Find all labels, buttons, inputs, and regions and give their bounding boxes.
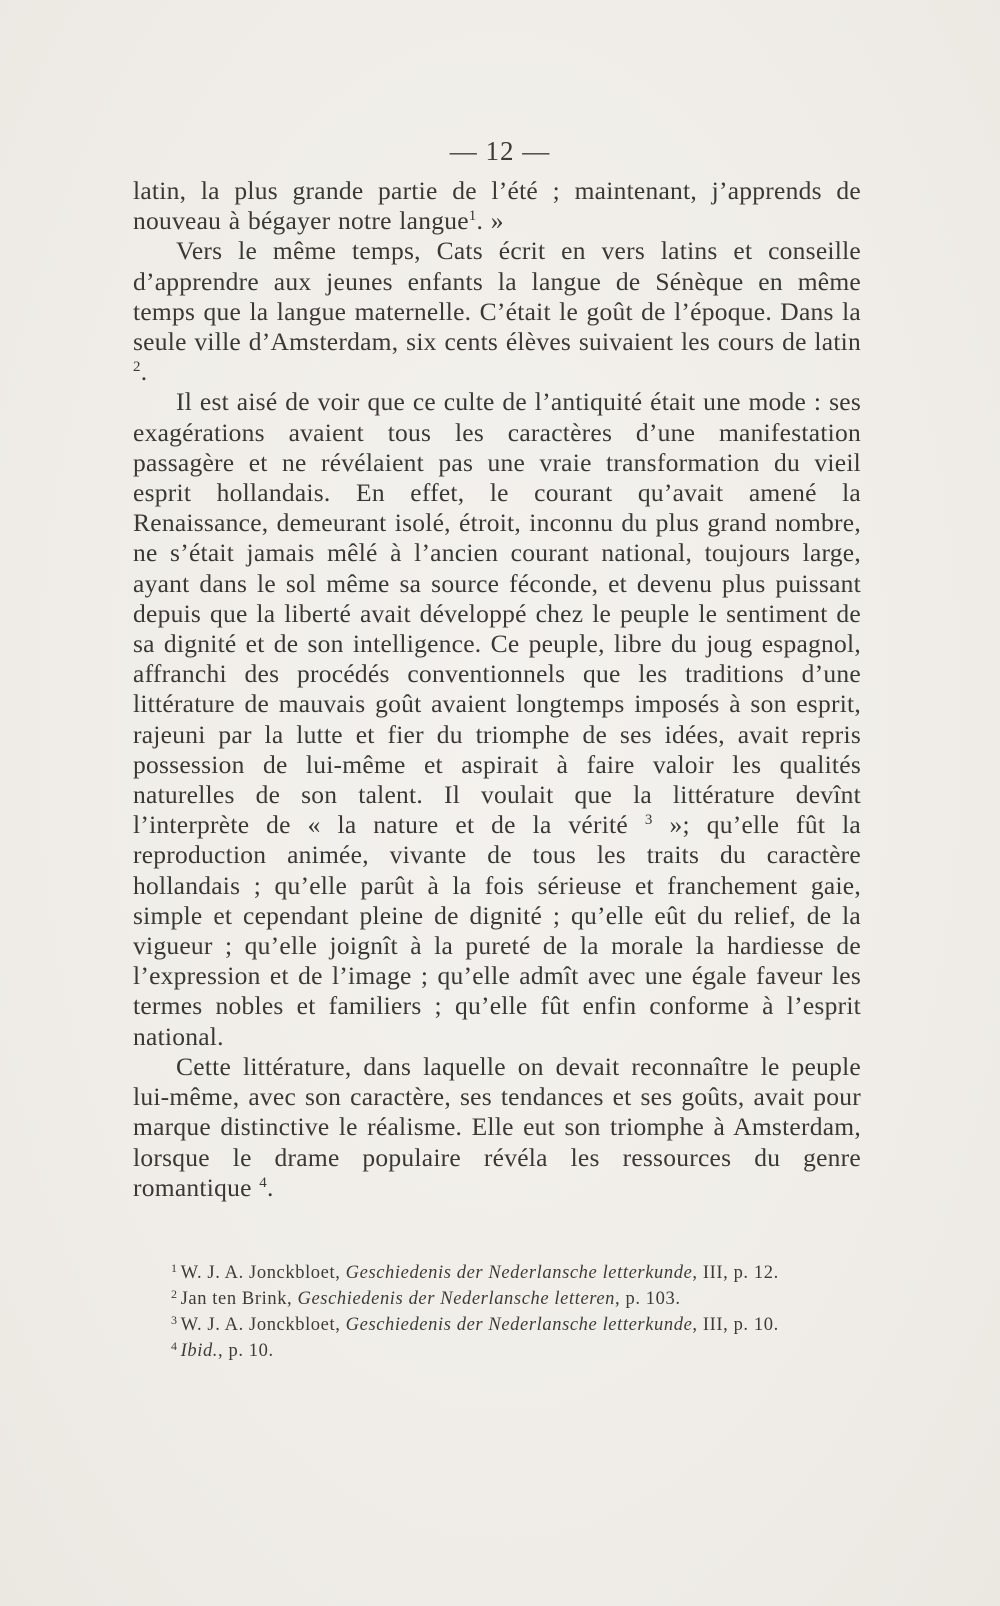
footnote [133, 1340, 861, 1364]
text-run: Vers le même temps, Cats écrit en vers latins et conseille d’apprendre aux jeunes enfants la langue de Sénèque en même temps que la langue maternelle. C’était le goût de l’époque. Dans la seule ville d’Amsterdam, six cents élèves suivaient les cours de latin [133, 236, 861, 357]
italic-title: Geschiedenis der Nederlansche letterkunde [345, 1315, 693, 1336]
text-run: Jan ten Brink, [180, 1289, 298, 1310]
text-run: , III, p. 10. [692, 1315, 779, 1336]
footnote-number: 4 [171, 1339, 178, 1354]
footnote-marker: 3 [644, 812, 653, 829]
italic-title: Ibid. [180, 1341, 219, 1362]
paragraph [133, 236, 861, 387]
text-run: W. J. A. Jonckbloet, [180, 1315, 346, 1336]
footnote-number: 2 [171, 1287, 178, 1302]
footnote-number: 1 [171, 1261, 178, 1275]
text-run: . [267, 1172, 274, 1202]
paragraph [133, 176, 861, 236]
footnote-marker: 1 [468, 208, 477, 225]
text-run: , III, p. 12. [692, 1263, 779, 1283]
main-text [133, 176, 861, 1203]
text-run: , p. 103. [615, 1289, 681, 1310]
footnote-marker: 4 [259, 1174, 268, 1191]
text-run: . [140, 357, 148, 387]
paragraph [133, 387, 861, 1051]
footnote-number: 3 [171, 1313, 178, 1328]
footnote [133, 1262, 861, 1286]
text-run: W. J. A. Jonckbloet, [180, 1263, 346, 1283]
text-run: . » [476, 206, 504, 236]
footnotes [133, 1262, 861, 1366]
text-run: Il est aisé de voir que ce culte de l’antiquité était une mode : ses exagérations avaient tous les caractères d’une manifestation passagère et ne révélaient pas une vraie transformation du vieil esprit hollandais. En effet, le courant qu’avait amené la Renaissance, demeurant isolé, étroit, inconnu du plus grand nombre, ne s’était jamais mêlé à l’ancien courant national, toujours large, ayant dans le sol même sa source féconde, et devenu plus puissant depuis que la liberté avait développé chez le peuple le sentiment de sa dignité et de son intelligence. Ce peuple, libre du joug espagnol, affranchi des procédés conventionnels que les traditions d’une littérature de mauvais goût avaient longtemps imposés à son esprit, rajeuni par la lutte et fier du triomphe de ses idées, avait repris possession de lui-même et aspirait à faire valoir les qualités naturelles de son talent. Il voulait que la littérature devînt l’interprète de « la nature et de la vérité [133, 387, 861, 840]
paragraph [133, 1052, 861, 1203]
italic-title: Geschiedenis der Nederlansche letterkunde [345, 1263, 693, 1283]
text-run: , p. 10. [218, 1341, 274, 1362]
footnote [133, 1314, 861, 1338]
page-number: — 12 — [449, 136, 551, 166]
text-run: Cette littérature, dans laquelle on devait reconnaître le peuple lui-même, avec son caractère, ses tendances et ses goûts, avait pour marque distinctive le réalisme. Elle eut son triomphe à Amsterdam, lorsque le drame populaire révéla les ressources du genre romantique [133, 1051, 861, 1202]
text-run: »; qu’elle fût la reproduction animée, vivante de tous les traits du caractère hollandais ; qu’elle parût à la fois sérieuse et franchement gaie, simple et cependant pleine de dignité ; qu’elle eût du relief, de la vigueur ; qu’elle joignît à la pureté de la morale la hardiesse de l’expression et de l’image ; qu’elle admît avec une égale faveur les termes nobles et familiers ; qu’elle fût enfin conforme à l’esprit national. [133, 810, 861, 1051]
text-run: latin, la plus grande partie de l’été ; maintenant, j’apprends de nouveau à bégayer notre langue [133, 176, 861, 236]
footnote [133, 1288, 861, 1312]
italic-title: Geschiedenis der Nederlansche letteren [297, 1289, 616, 1310]
footnote-marker: 2 [133, 359, 141, 376]
